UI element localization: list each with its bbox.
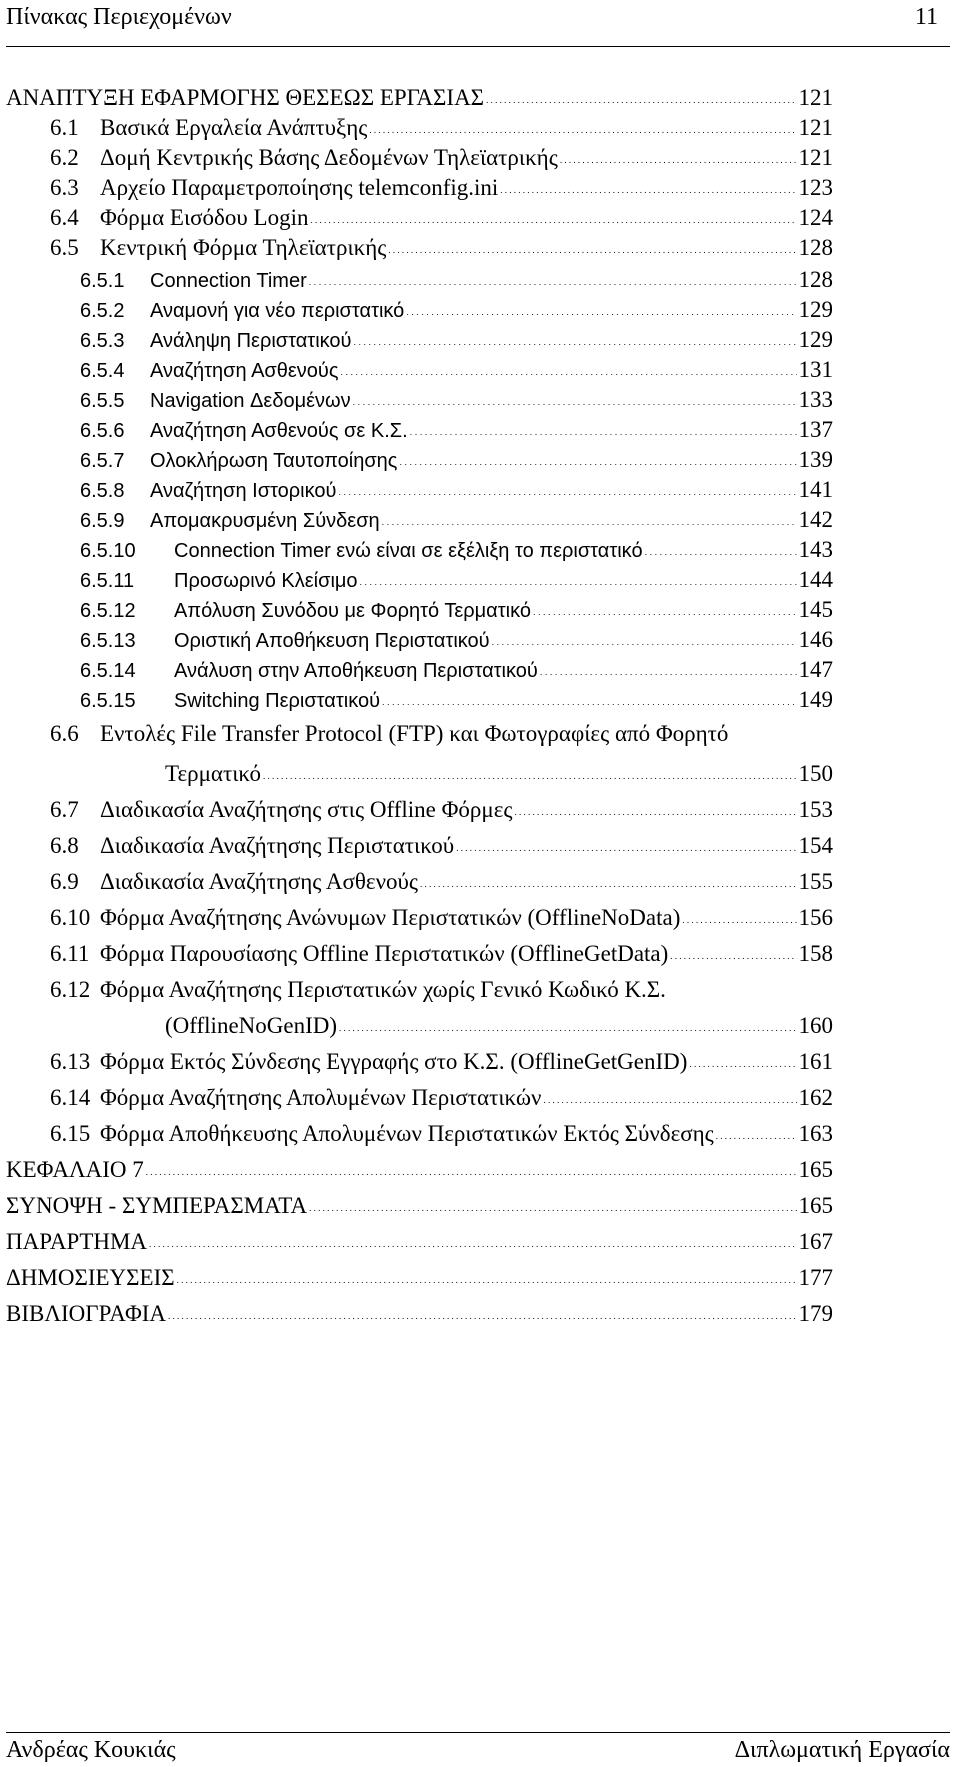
toc-entry-title: Αναζήτηση Ιστορικού: [150, 480, 337, 502]
toc-entry-title: Αναμονή για νέο περιστατικό: [150, 300, 405, 322]
toc-entry-title: ΑΝΑΠΤΥΞΗ ΕΦΑΡΜΟΓΗΣ ΘΕΣΕΩΣ ΕΡΓΑΣΙΑΣ: [6, 85, 485, 110]
toc-entry-title: Δομή Κεντρικής Βάσης Δεδομένων Τηλεϊατρικής: [100, 145, 558, 170]
toc-leader-dots: [382, 507, 797, 527]
toc-leader-dots: [670, 941, 796, 961]
toc-entry-page: 179: [798, 1301, 833, 1326]
toc-entry-title: Εντολές File Transfer Protocol (FTP) και Φωτογραφίες από Φορητό: [100, 721, 729, 746]
toc-entry-title: Αρχείο Παραμετροποίησης telemconfig.ini: [100, 175, 499, 200]
toc-entry-page: 124: [798, 205, 833, 230]
toc-leader-dots: [682, 905, 796, 925]
toc-leader-dots: [540, 657, 797, 677]
toc-entry-number: 6.5.4: [80, 360, 125, 382]
toc-leader-dots: [168, 1301, 796, 1321]
toc-entry-page: 156: [798, 905, 833, 930]
toc-entry-page: 165: [798, 1193, 833, 1218]
toc-entry-page: 150: [798, 761, 833, 786]
footer-author: Ανδρέας Κουκιάς: [6, 1737, 176, 1763]
toc-entry-number: 6.5.12: [80, 600, 136, 622]
toc-entry[interactable]: [80, 357, 833, 387]
toc-entry[interactable]: [6, 1193, 833, 1223]
toc-entry-page: 143: [798, 537, 833, 562]
toc-leader-dots: [456, 833, 796, 853]
toc-entry[interactable]: [50, 941, 833, 971]
toc-entry-number: 6.3: [50, 175, 79, 200]
toc-entry-title: Προσωρινό Κλείσιμο: [174, 570, 358, 592]
toc-entry-page: 129: [798, 297, 833, 322]
toc-entry-title: Ανάληψη Περιστατικού: [150, 330, 352, 352]
toc-entry-page: 131: [798, 357, 833, 382]
toc-entry-title: Αναζήτηση Ασθενούς: [150, 360, 339, 382]
toc-entry-page: 121: [798, 115, 833, 140]
toc-leader-dots: [360, 567, 797, 587]
toc-entry-title: Διαδικασία Αναζήτησης Ασθενούς: [100, 869, 418, 894]
toc-leader-dots: [399, 447, 796, 467]
toc-entry[interactable]: [80, 327, 833, 357]
toc-entry-number: 6.5: [50, 235, 79, 260]
toc-entry-number: 6.12: [50, 977, 91, 1002]
toc-entry-number: 6.7: [50, 797, 79, 822]
toc-entry[interactable]: [50, 145, 833, 175]
toc-entry-title-cont: Τερματικό: [165, 761, 261, 786]
toc-entry-number: 6.15: [50, 1121, 91, 1146]
toc-leader-dots: [410, 417, 797, 437]
toc-leader-dots: [420, 869, 797, 889]
toc-entry[interactable]: [50, 1121, 833, 1151]
toc-entry-number: 6.5.2: [80, 300, 125, 322]
toc-entry[interactable]: [50, 905, 833, 935]
toc-entry[interactable]: [80, 657, 833, 687]
toc-entry-number: 6.9: [50, 869, 79, 894]
toc-entry[interactable]: [50, 235, 833, 265]
toc-entry-page: 139: [798, 447, 833, 472]
toc-entry-number: 6.5.14: [80, 660, 136, 682]
header-title: Πίνακας Περιεχομένων: [6, 4, 232, 30]
toc-entry[interactable]: [6, 1301, 833, 1331]
toc-entry-number: 6.5.13: [80, 630, 136, 652]
toc-leader-dots: [353, 327, 796, 347]
toc-entry-number: 6.1: [50, 115, 79, 140]
toc-entry-title: Φόρμα Παρουσίασης Offline Περιστατικών (OfflineGetData): [100, 941, 669, 966]
toc-entry-title: Διαδικασία Αναζήτησης Περιστατικού: [100, 833, 455, 858]
toc-entry-page: 165: [798, 1157, 833, 1182]
toc-entry-title: ΚΕΦΑΛΑΙΟ 7: [6, 1157, 144, 1182]
toc-leader-dots: [560, 145, 797, 165]
toc-leader-dots: [500, 175, 796, 195]
toc-entry-number: 6.5.6: [80, 420, 125, 442]
toc-entry[interactable]: [50, 721, 910, 751]
toc-entry-page: 137: [798, 417, 833, 442]
toc-entry-page: 144: [798, 567, 833, 592]
toc-entry-title: ΔΗΜΟΣΙΕΥΣΕΙΣ: [6, 1265, 175, 1290]
toc-entry-title: Φόρμα Εκτός Σύνδεσης Εγγραφής στο Κ.Σ. (OfflineGetGenID): [100, 1049, 688, 1074]
toc-entry-title: ΠΑΡΑΡΤΗΜΑ: [6, 1229, 148, 1254]
toc-entry-page: 177: [798, 1265, 833, 1290]
toc-leader-dots: [309, 1193, 796, 1213]
toc-entry-number: 6.4: [50, 205, 79, 230]
toc-entry-number: 6.5.8: [80, 480, 125, 502]
toc-leader-dots: [310, 205, 796, 225]
toc-leader-dots: [543, 1085, 796, 1105]
toc-entry-number: 6.11: [50, 941, 90, 966]
toc-entry-page: 145: [798, 597, 833, 622]
toc-entry-page: 128: [798, 235, 833, 260]
toc-entry[interactable]: [50, 797, 833, 827]
toc-entry-number: 6.14: [50, 1085, 91, 1110]
toc-entry[interactable]: [6, 1229, 833, 1259]
toc-entry[interactable]: [50, 977, 910, 1007]
toc-entry-page: 153: [798, 797, 833, 822]
toc-leader-dots: [388, 235, 796, 255]
toc-leader-dots: [689, 1049, 796, 1069]
toc-leader-dots: [492, 627, 797, 647]
toc-entry[interactable]: [50, 115, 833, 145]
toc-entry[interactable]: [50, 833, 833, 863]
toc-entry[interactable]: [6, 1265, 833, 1295]
toc-entry-title: Ολοκλήρωση Ταυτοποίησης: [150, 450, 398, 472]
toc-entry[interactable]: [80, 687, 833, 717]
toc-entry-title: Switching Περιστατικού: [174, 690, 381, 712]
toc-entry[interactable]: [80, 387, 833, 417]
toc-entry[interactable]: [80, 597, 833, 627]
toc-entry-title: Βασικά Εργαλεία Ανάπτυξης: [100, 115, 368, 140]
toc-leader-dots: [369, 115, 796, 135]
toc-entry-number: 6.5.9: [80, 510, 125, 532]
toc-entry-title: Αναζήτηση Ασθενούς σε Κ.Σ.: [150, 420, 408, 442]
toc-entry[interactable]: [80, 267, 833, 297]
toc-leader-dots: [177, 1265, 797, 1285]
toc-entry-title: Connection Timer ενώ είναι σε εξέλιξη το περιστατικό: [174, 540, 643, 562]
toc-entry-page: 146: [798, 627, 833, 652]
toc-leader-dots: [406, 297, 796, 317]
toc-entry-number: 6.5.3: [80, 330, 125, 352]
toc-entry-number: 6.5.11: [80, 570, 135, 592]
toc-entry[interactable]: [80, 447, 833, 477]
toc-leader-dots: [339, 1013, 796, 1033]
toc-entry-number: 6.5.7: [80, 450, 125, 472]
toc-entry-page: 142: [798, 507, 833, 532]
toc-entry[interactable]: [6, 85, 833, 115]
toc-entry-title: Διαδικασία Αναζήτησης στις Offline Φόρμες: [100, 797, 513, 822]
toc-entry-page: 162: [798, 1085, 833, 1110]
toc-leader-dots: [645, 537, 797, 557]
toc-entry-page: 160: [798, 1013, 833, 1038]
toc-entry-number: 6.5.15: [80, 690, 136, 712]
toc-entry-number: 6.2: [50, 145, 79, 170]
toc-entry-page: 121: [798, 145, 833, 170]
toc-entry-page: 163: [798, 1121, 833, 1146]
toc-entry-page: 141: [798, 477, 833, 502]
toc-entry-title: Φόρμα Αναζήτησης Περιστατικών χωρίς Γενικό Κωδικό Κ.Σ.: [100, 977, 666, 1002]
toc-entry-page: 128: [798, 267, 833, 292]
toc-entry-page: 158: [798, 941, 833, 966]
toc-entry-title: Απόλυση Συνόδου με Φορητό Τερματικό: [174, 600, 531, 622]
toc-entry[interactable]: [50, 1049, 833, 1079]
toc-entry-title: Οριστική Αποθήκευση Περιστατικού: [174, 630, 490, 652]
toc-entry-page: 129: [798, 327, 833, 352]
toc-entry-page: 133: [798, 387, 833, 412]
toc-leader-dots: [515, 797, 797, 817]
toc-entry-title: Φόρμα Αναζήτησης Απολυμένων Περιστατικών: [100, 1085, 542, 1110]
page-footer: [6, 1732, 950, 1767]
toc-entry-number: 6.8: [50, 833, 79, 858]
toc-entry-number: 6.10: [50, 905, 91, 930]
toc-entry-title: Φόρμα Αναζήτησης Ανώνυμων Περιστατικών (OfflineNoData): [100, 905, 681, 930]
toc-entry[interactable]: [6, 1157, 833, 1187]
toc-entry-title: Navigation Δεδομένων: [150, 390, 351, 412]
toc-entry-number: 6.5.10: [80, 540, 136, 562]
toc-entry[interactable]: [80, 417, 833, 447]
toc-entry-number: 6.13: [50, 1049, 91, 1074]
toc-leader-dots: [353, 387, 797, 407]
toc-entry-title: Ανάλυση στην Αποθήκευση Περιστατικού: [174, 660, 538, 682]
toc-entry-title-cont: (OfflineNoGenID): [165, 1013, 338, 1038]
toc-entry-title: ΒΙΒΛΙΟΓΡΑΦΙΑ: [6, 1301, 167, 1326]
toc-entry[interactable]: [80, 537, 833, 567]
toc-entry-page: 149: [798, 687, 833, 712]
toc-leader-dots: [341, 357, 797, 377]
toc-entry[interactable]: [50, 869, 833, 899]
toc-entry[interactable]: [80, 477, 833, 507]
toc-leader-dots: [146, 1157, 797, 1177]
toc-entry-continuation[interactable]: [165, 1013, 833, 1043]
toc-entry-page: 121: [798, 85, 833, 110]
toc-entry[interactable]: [80, 627, 833, 657]
toc-entry[interactable]: [80, 297, 833, 327]
toc-entry-page: 161: [798, 1049, 833, 1074]
page-header: [6, 0, 950, 47]
toc-leader-dots: [486, 85, 796, 105]
toc-leader-dots: [716, 1121, 797, 1141]
toc-leader-dots: [382, 687, 796, 707]
toc-entry[interactable]: [50, 205, 833, 235]
toc-entry-number: 6.6: [50, 721, 79, 746]
toc-entry-page: 167: [798, 1229, 833, 1254]
toc-entry-number: 6.5.5: [80, 390, 125, 412]
toc-leader-dots: [533, 597, 797, 617]
toc-entry[interactable]: [50, 1085, 833, 1115]
header-page-number: 11: [914, 4, 938, 30]
toc-entry[interactable]: [50, 175, 833, 205]
toc-entry[interactable]: [80, 567, 833, 597]
toc-entry-title: Φόρμα Εισόδου Login: [100, 205, 309, 230]
toc-entry-page: 123: [798, 175, 833, 200]
toc-entry-title: ΣΥΝΟΨΗ - ΣΥΜΠΕΡΑΣΜΑΤΑ: [6, 1193, 308, 1218]
toc-entry[interactable]: [80, 507, 833, 537]
toc-entry-page: 155: [798, 869, 833, 894]
toc-entry-page: 147: [798, 657, 833, 682]
toc-entry-title: Κεντρική Φόρμα Τηλεϊατρικής: [100, 235, 387, 260]
toc-entry-continuation[interactable]: [165, 761, 833, 791]
toc-entry-title: Connection Timer: [150, 270, 307, 292]
toc-entry-page: 154: [798, 833, 833, 858]
toc-leader-dots: [309, 267, 797, 287]
toc-entry-title: Φόρμα Αποθήκευσης Απολυμένων Περιστατικών Εκτός Σύνδεσης: [100, 1121, 714, 1146]
toc-leader-dots: [149, 1229, 796, 1249]
toc-entry-number: 6.5.1: [80, 270, 125, 292]
toc-leader-dots: [263, 761, 797, 781]
footer-document-type: Διπλωματική Εργασία: [734, 1737, 950, 1763]
toc-entry-title: Απομακρυσμένη Σύνδεση: [150, 510, 380, 532]
toc-leader-dots: [338, 477, 796, 497]
